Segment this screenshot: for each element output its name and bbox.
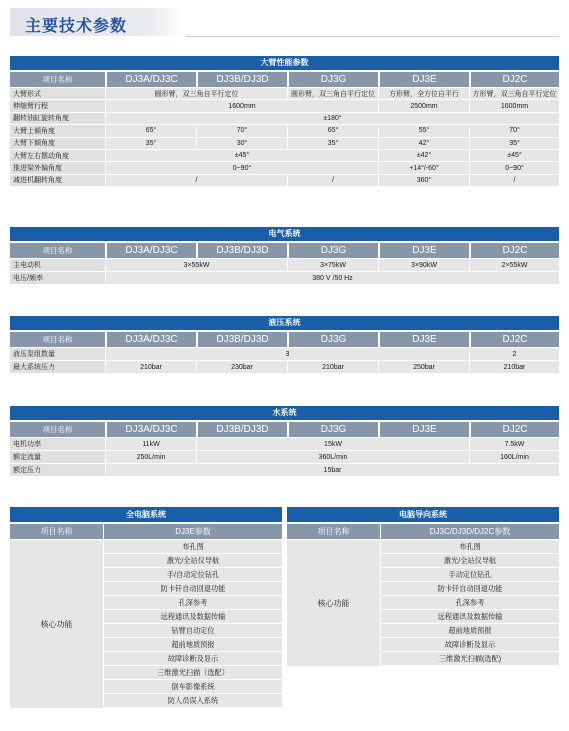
row-value: 210bar <box>105 360 196 373</box>
header-model: DJ3G <box>287 241 378 258</box>
row-label: 额定流量 <box>10 450 105 463</box>
row-value: ±45° <box>469 149 559 161</box>
row-label: 电机功率 <box>10 437 105 450</box>
list-item: 远程通讯及数据传输 <box>104 610 282 623</box>
header-model: DJ2C <box>469 420 559 437</box>
row-value: 圆形臂，双三角自平行定位 <box>287 87 378 99</box>
page-title: 主要技术参数 <box>25 18 128 35</box>
header-model: DJ3G <box>287 420 378 437</box>
row-value: 360L/min <box>196 450 469 463</box>
guided-feature-list <box>380 540 559 666</box>
row-value: 3×90kW <box>378 258 469 271</box>
row-value: 方形臂，双三角自平行定位 <box>469 87 559 99</box>
row-value: 3×75kW <box>287 258 378 271</box>
row-label: 减进机翻转角度 <box>10 174 105 186</box>
table-row <box>10 149 559 161</box>
row-value: 1600mm <box>469 99 559 111</box>
header-model: DJ3E <box>378 70 469 87</box>
row-value: 0~90° <box>105 161 378 173</box>
header-model: DJ3A/DJ3C <box>105 330 196 347</box>
row-value: 1600mm <box>105 99 378 111</box>
table-row <box>10 360 559 373</box>
row-value: 11kW <box>105 437 196 450</box>
list-item: 孔深参考 <box>104 596 282 609</box>
row-value: 65° <box>287 124 378 136</box>
table-row <box>10 347 559 360</box>
list-item: 布孔图 <box>381 540 559 553</box>
page-title-bar <box>10 8 186 36</box>
header-model: DJ3B/DJ3D <box>196 241 287 258</box>
row-value: 2500mm <box>378 99 469 111</box>
list-item: 三维激光扫描(选配) <box>381 652 559 665</box>
list-item: 激光/全站仪导航 <box>381 554 559 567</box>
row-value: 250L/min <box>105 450 196 463</box>
row-value: 30° <box>196 137 287 149</box>
list-item: 倒车影像系统 <box>104 680 282 693</box>
row-value: / <box>469 174 559 186</box>
row-label: 最大系统压力 <box>10 360 105 373</box>
row-value: 55° <box>378 124 469 136</box>
boom-section <box>10 56 559 186</box>
row-label: 大臂形式 <box>10 87 105 99</box>
row-label: 电压/频率 <box>10 271 105 284</box>
row-value: 3 <box>105 347 469 360</box>
row-value: 35° <box>287 137 378 149</box>
computer-system-title: 全电脑系统 <box>10 507 282 522</box>
header-model: DJ3G <box>287 70 378 87</box>
header-model: DJ3A/DJ3C <box>105 70 196 87</box>
row-value: 65° <box>105 124 196 136</box>
guided-core-label: 核心功能 <box>287 540 380 666</box>
list-item: 防卡钎自动回退功能 <box>381 582 559 595</box>
row-label: 推进梁外偏角度 <box>10 161 105 173</box>
row-value: 230bar <box>196 360 287 373</box>
list-item: 激光/全站仪导航 <box>104 554 282 567</box>
header-model: DJ2C <box>469 70 559 87</box>
row-value: 70° <box>469 124 559 136</box>
hydraulic-section-title: 液压系统 <box>10 316 559 330</box>
header-item-name: 项目名称 <box>10 330 105 347</box>
row-value: 250bar <box>378 360 469 373</box>
row-value: 35° <box>105 137 196 149</box>
list-item: 布孔图 <box>104 540 282 553</box>
row-value: 7.5kW <box>469 437 559 450</box>
header-item-name: 项目名称 <box>10 241 105 258</box>
list-item: 手动定位钻孔 <box>381 568 559 581</box>
list-item: 防人员误入系统 <box>104 694 282 707</box>
computer-system-panel <box>10 507 282 708</box>
row-value: ±180° <box>105 112 559 124</box>
row-value: 70° <box>196 124 287 136</box>
row-label: 翻转油缸旋转角度 <box>10 112 105 124</box>
header-model: DJ3E <box>378 420 469 437</box>
row-label: 大臂下倾角度 <box>10 137 105 149</box>
list-item: 防卡钎自动回退功能 <box>104 582 282 595</box>
header-model: DJ3G <box>287 330 378 347</box>
electric-section <box>10 227 559 284</box>
table-row <box>10 137 559 149</box>
guided-col-name: 项目名称 <box>287 524 380 539</box>
list-item: 故障诊断及显示 <box>104 652 282 665</box>
list-item: 超前地质预报 <box>104 638 282 651</box>
row-value: 15bar <box>105 463 559 476</box>
water-section-title: 水系统 <box>10 406 559 420</box>
row-value: 圆形臂，双三角自平行定位 <box>105 87 287 99</box>
row-value: ±42° <box>378 149 469 161</box>
header-model: DJ3A/DJ3C <box>105 420 196 437</box>
row-value: / <box>287 174 378 186</box>
table-row <box>10 437 559 450</box>
row-value: / <box>105 174 287 186</box>
row-value: 42° <box>378 137 469 149</box>
row-value: 15kW <box>196 437 469 450</box>
row-value: 方形臂，全方位自平行 <box>378 87 469 99</box>
table-row <box>10 271 559 284</box>
row-value: 210bar <box>469 360 559 373</box>
row-label: 液压泵组数量 <box>10 347 105 360</box>
header-item-name: 项目名称 <box>10 420 105 437</box>
table-row <box>10 258 559 271</box>
header-model: DJ2C <box>469 241 559 258</box>
computer-col-param: DJ3E参数 <box>104 524 282 539</box>
row-value: 0~90° <box>469 161 559 173</box>
guided-system-panel <box>287 507 559 666</box>
list-item: 孔深参考 <box>381 596 559 609</box>
computer-core-label: 核心功能 <box>10 540 103 708</box>
electric-section-title: 电气系统 <box>10 227 559 241</box>
row-label: 主电动机 <box>10 258 105 271</box>
guided-system-title: 电脑导向系统 <box>287 507 559 522</box>
row-value: 360° <box>378 174 469 186</box>
row-value: 2×55kW <box>469 258 559 271</box>
header-item-name: 项目名称 <box>10 70 105 87</box>
row-value: 210bar <box>287 360 378 373</box>
header-model: DJ3E <box>378 241 469 258</box>
row-value: 160L/min <box>469 450 559 463</box>
row-value: 380 V /50 Hz <box>105 271 559 284</box>
guided-col-param: DJ3C/DJ3D/DJ2C参数 <box>381 524 559 539</box>
row-label: 大臂上倾角度 <box>10 124 105 136</box>
hydraulic-section <box>10 316 559 373</box>
boom-section-title: 大臂性能参数 <box>10 56 559 70</box>
list-item: 超前地质预报 <box>381 624 559 637</box>
table-row <box>10 124 559 136</box>
list-item: 故障诊断及显示 <box>381 638 559 651</box>
computer-feature-list <box>103 540 282 708</box>
list-item: 钻臂自动定位 <box>104 624 282 637</box>
row-label: 伸缩臂行程 <box>10 99 105 111</box>
row-value: 2 <box>469 347 559 360</box>
table-row <box>10 161 559 173</box>
table-row <box>10 174 559 186</box>
title-divider <box>186 36 559 37</box>
row-label: 大臂左右摆动角度 <box>10 149 105 161</box>
header-model: DJ3A/DJ3C <box>105 241 196 258</box>
list-item: 手/自动定位钻孔 <box>104 568 282 581</box>
header-model: DJ3B/DJ3D <box>196 330 287 347</box>
row-label: 额定压力 <box>10 463 105 476</box>
list-item: 远程通讯及数据传输 <box>381 610 559 623</box>
header-model: DJ3B/DJ3D <box>196 420 287 437</box>
header-model: DJ2C <box>469 330 559 347</box>
row-value: 3×55kW <box>105 258 287 271</box>
list-item: 三维激光扫描（选配） <box>104 666 282 679</box>
table-row <box>10 112 559 124</box>
header-model: DJ3E <box>378 330 469 347</box>
header-model: DJ3B/DJ3D <box>196 70 287 87</box>
table-row <box>10 87 559 99</box>
table-row <box>10 450 559 463</box>
water-section <box>10 406 559 476</box>
table-row <box>10 463 559 476</box>
table-row <box>10 99 559 111</box>
computer-col-name: 项目名称 <box>10 524 103 539</box>
row-value: +14°/-60° <box>378 161 469 173</box>
row-value: ±45° <box>105 149 378 161</box>
row-value: 35° <box>469 137 559 149</box>
